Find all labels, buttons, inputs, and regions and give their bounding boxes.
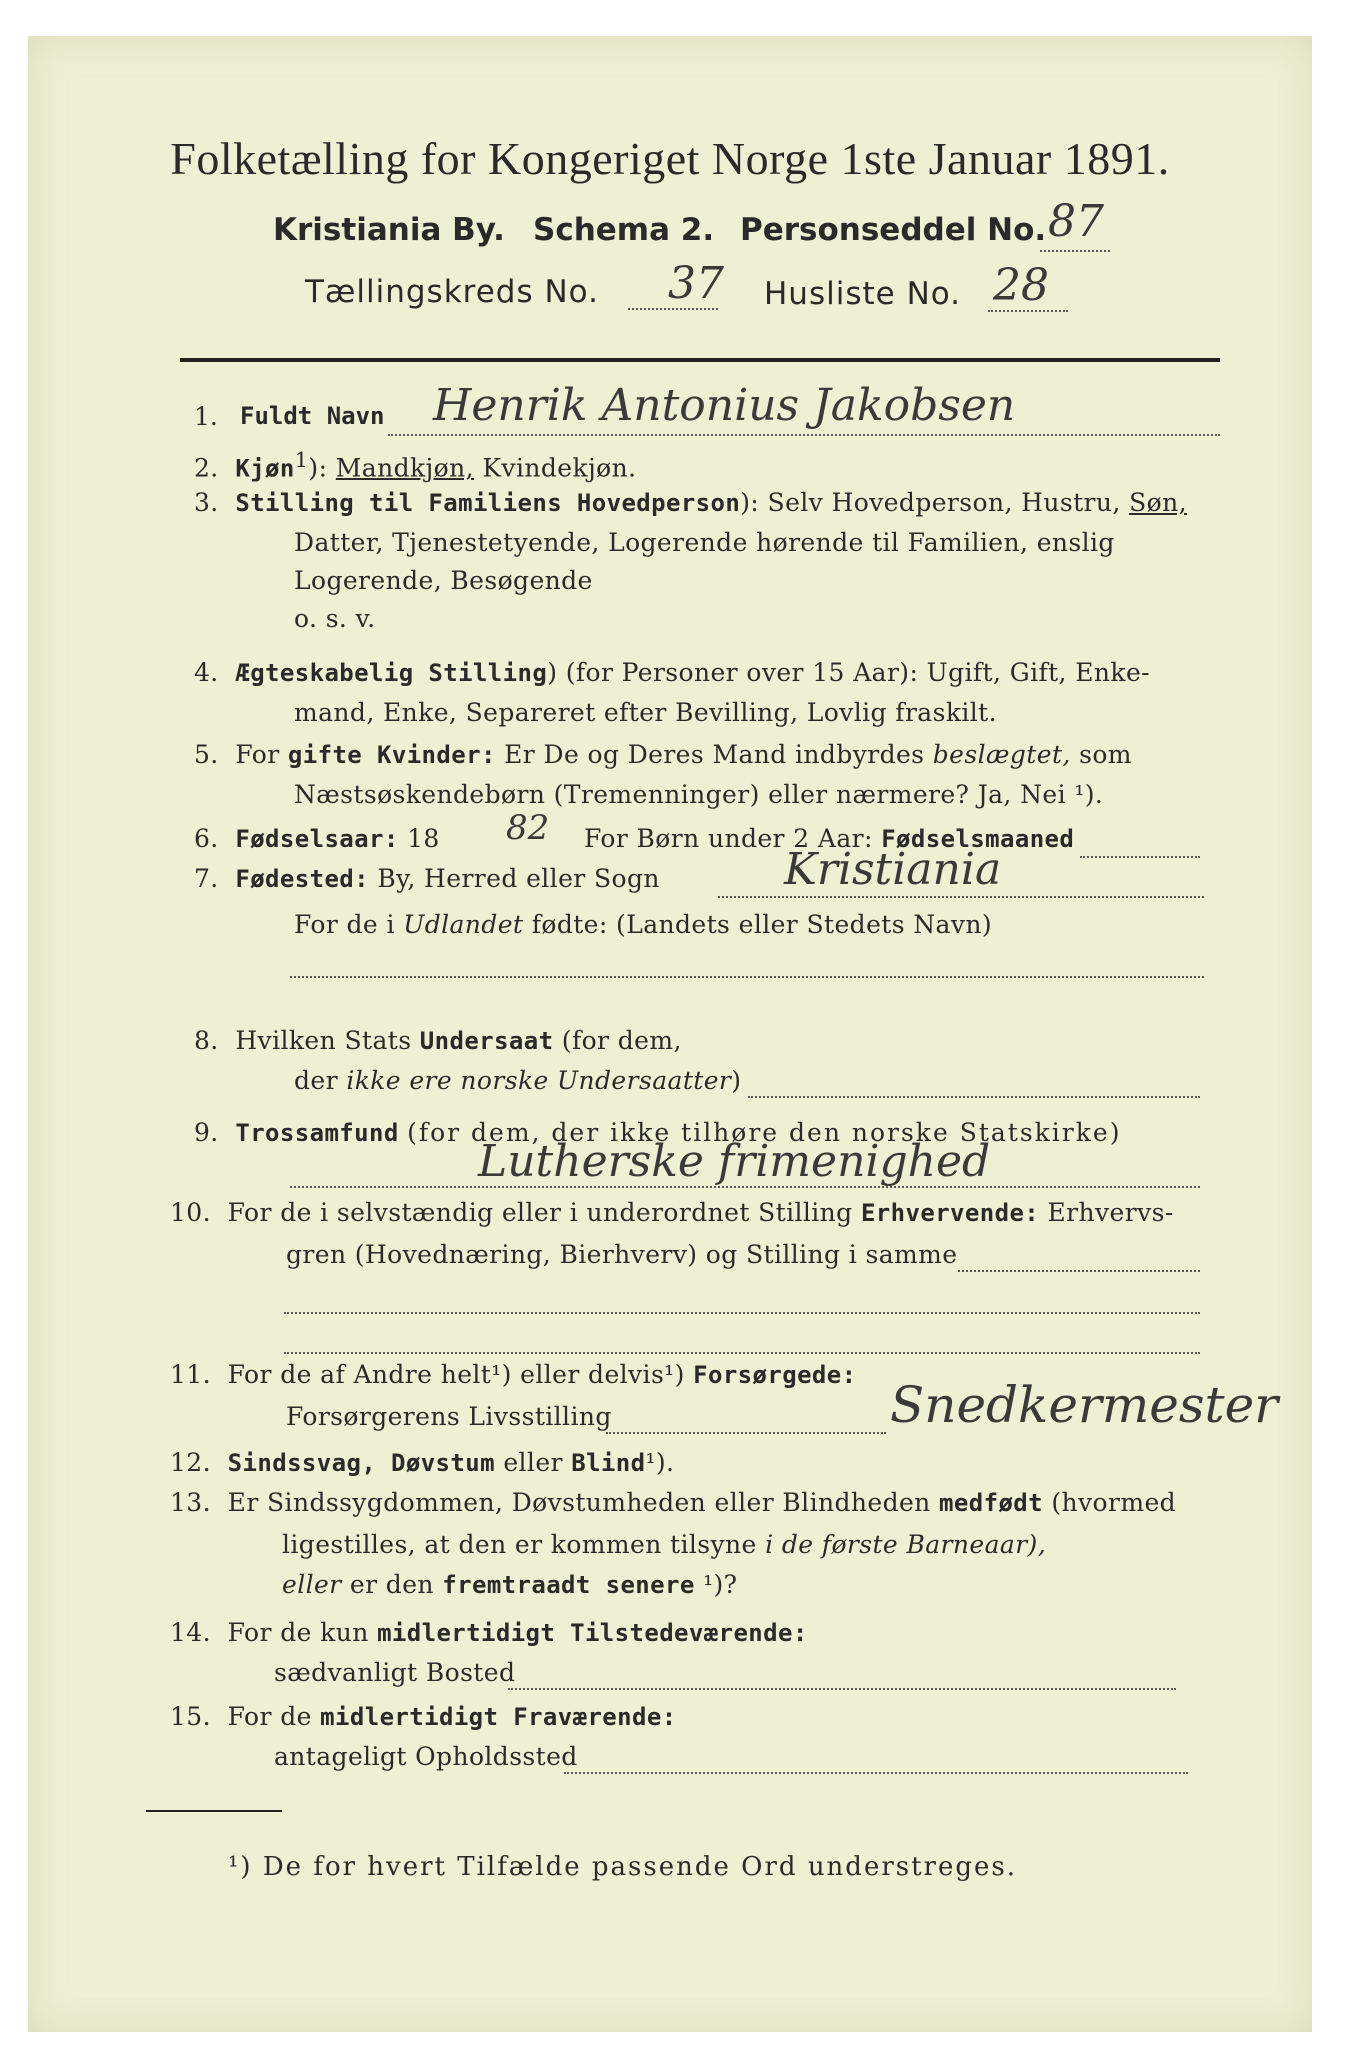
citizenship-line <box>748 1096 1200 1098</box>
text: (hvormed <box>1051 1488 1177 1517</box>
temporarily-present-label: midlertidigt Tilstedeværende: <box>377 1619 808 1647</box>
kreds-number: 37 <box>668 258 724 309</box>
text: For de i <box>294 910 395 939</box>
item-number: 10. <box>170 1198 211 1227</box>
form-title: Folketælling for Kongeriget Norge 1ste Januar 1891. <box>170 133 1170 184</box>
text: som <box>1079 740 1132 769</box>
religion-value: Lutherske frimenighed <box>478 1136 991 1187</box>
birth-year-value: 82 <box>506 808 550 848</box>
supported-label: Forsørgede: <box>693 1361 857 1389</box>
religion-line <box>290 1186 1200 1188</box>
married-women-line2: Næstsøskendebørn (Tremenninger) eller nærmere? Ja, Nei ¹). <box>294 780 1104 809</box>
item-number: 8. <box>194 1026 219 1055</box>
item-number: 6. <box>194 824 219 853</box>
item-number: 12. <box>170 1448 211 1477</box>
citizenship-label: Undersaat <box>419 1027 554 1055</box>
text: eller <box>282 1570 342 1599</box>
text: ) <box>731 1066 742 1095</box>
item-number: 3. <box>194 488 219 517</box>
foreign-birthplace-line <box>290 976 1204 978</box>
marital-status-options-line2: mand, Enke, Separeret efter Bevilling, Lovlig fraskilt. <box>294 698 997 727</box>
supporter-occupation-label: Forsørgerens Livsstilling <box>286 1402 612 1431</box>
birthplace-line <box>718 896 1204 898</box>
footnote-marker: 1 <box>294 448 309 472</box>
family-position-label: Stilling til Familiens Hovedperson <box>235 489 741 517</box>
personseddel-label: Personseddel No. <box>740 212 1047 248</box>
text: (for dem, <box>561 1026 682 1055</box>
kreds-dotted-line <box>628 308 718 310</box>
item-number: 7. <box>194 864 219 893</box>
husliste-label: Husliste No. <box>764 276 962 312</box>
text: eller <box>503 1448 563 1477</box>
text: Udlandet <box>403 910 524 939</box>
blind-label: Blind <box>571 1449 646 1477</box>
disability-label: Sindssvag, Døvstum <box>227 1449 495 1477</box>
occupation-line-a <box>958 1270 1200 1272</box>
marital-status-options: ) (for Personer over 15 Aar): Ugift, Gift, Enke- <box>547 658 1150 687</box>
occupation-line-b <box>284 1312 1200 1314</box>
kreds-label: Tællingskreds No. <box>305 274 599 310</box>
later-onset-label: fremtraadt senere <box>442 1571 695 1599</box>
family-position-options: ): Selv Hovedperson, Hustru, <box>740 488 1121 517</box>
schema-label: Schema 2. <box>533 212 715 248</box>
birth-month-label: Fødselsmaaned <box>881 825 1075 853</box>
item-number: 1. <box>194 402 218 431</box>
item-number: 15. <box>170 1702 211 1731</box>
religion-label: Trossamfund <box>235 1119 399 1147</box>
occupation-label: Erhvervende: <box>860 1199 1040 1227</box>
probable-residence-label: antageligt Opholdssted <box>274 1742 578 1771</box>
text: For <box>235 740 280 769</box>
family-position-options-line3: Logerende, Besøgende <box>294 566 593 595</box>
item-number: 14. <box>170 1618 211 1647</box>
usual-residence-label: sædvanligt Bosted <box>274 1658 516 1687</box>
city-label: Kristiania By. <box>273 212 505 248</box>
husliste-dotted-line <box>988 310 1068 312</box>
full-name-line <box>388 434 1220 436</box>
text: Erhvervs- <box>1047 1198 1174 1227</box>
text: ¹)? <box>703 1570 738 1599</box>
occupation-line-c <box>284 1352 1200 1354</box>
sex-option-male: Mandkjøn, <box>335 453 474 483</box>
birthplace-value: Kristiania <box>784 844 1002 895</box>
text: For de i selvstændig eller i underordnet Stilling <box>227 1198 853 1227</box>
congenital-label: medfødt <box>939 1489 1043 1517</box>
family-position-options-line4: o. s. v. <box>294 604 376 633</box>
birth-month-line <box>1080 856 1200 858</box>
text: ligestilles, at den er kommen tilsyne <box>282 1530 757 1559</box>
husliste-number: 28 <box>993 260 1049 311</box>
birth-year-label: Fødselsaar: <box>235 825 399 853</box>
sex-option-female: Kvindekjøn. <box>482 453 637 483</box>
item-number: 13. <box>170 1488 211 1517</box>
sex-label: Kjøn <box>235 454 295 483</box>
personseddel-number: 87 <box>1048 196 1104 247</box>
text: fødte: (Landets eller Stedets Navn) <box>531 910 993 939</box>
usual-residence-line <box>508 1688 1176 1690</box>
text: Er De og Deres Mand indbyrdes <box>504 740 925 769</box>
probable-residence-line <box>564 1772 1188 1774</box>
birth-year-prefix: 18 <box>407 824 440 853</box>
item-number: 5. <box>194 740 219 769</box>
full-name-label: Fuldt Navn <box>240 402 385 430</box>
text: der <box>294 1066 338 1095</box>
temporarily-absent-label: midlertidigt Fraværende: <box>320 1703 677 1731</box>
full-name-value: Henrik Antonius Jakobsen <box>433 380 1016 431</box>
text: Er Sindssygdommen, Døvstumheden eller Blindheden <box>227 1488 931 1517</box>
item-number: 2. <box>194 453 219 483</box>
text: For de af Andre helt¹) eller delvis¹) <box>227 1360 685 1389</box>
text: i de første Barneaar), <box>765 1530 1047 1559</box>
text: For de kun <box>227 1618 369 1647</box>
text: beslægtet, <box>932 740 1071 769</box>
marital-status-label: Ægteskabelig Stilling <box>235 659 548 687</box>
occupation-line2: gren (Hovednæring, Bierhverv) og Stilling i samme <box>286 1240 958 1269</box>
text: ¹). <box>645 1448 675 1477</box>
header-rule <box>180 358 1220 362</box>
census-form-sheet <box>28 36 1312 2032</box>
text: ikke ere norske Undersaatter <box>346 1066 732 1095</box>
item-number: 4. <box>194 658 219 687</box>
supporter-occupation-value: Snedkermester <box>890 1376 1279 1434</box>
personseddel-dotted-line <box>1040 250 1110 252</box>
text: (for dem, der ikke tilhøre den norske Statskirke) <box>407 1118 1122 1147</box>
item-number: 11. <box>170 1360 211 1389</box>
text: For Børn under 2 Aar: <box>584 824 873 853</box>
text: er den <box>349 1570 434 1599</box>
item-number: 9. <box>194 1118 219 1147</box>
footnote-rule <box>146 1810 282 1812</box>
text: Hvilken Stats <box>235 1026 412 1055</box>
colon: ): <box>308 453 328 483</box>
supporter-occupation-line <box>606 1432 886 1434</box>
married-women-label: gifte Kvinder: <box>287 741 496 769</box>
footnote: ¹) De for hvert Tilfælde passende Ord understreges. <box>228 1852 1018 1882</box>
family-position-options-line2: Datter, Tjenestetyende, Logerende hørende til Familien, enslig <box>294 528 1115 557</box>
family-position-son: Søn, <box>1129 488 1187 517</box>
birthplace-label: Fødested: <box>235 865 370 893</box>
text: For de <box>227 1702 312 1731</box>
text: By, Herred eller Sogn <box>377 864 660 893</box>
